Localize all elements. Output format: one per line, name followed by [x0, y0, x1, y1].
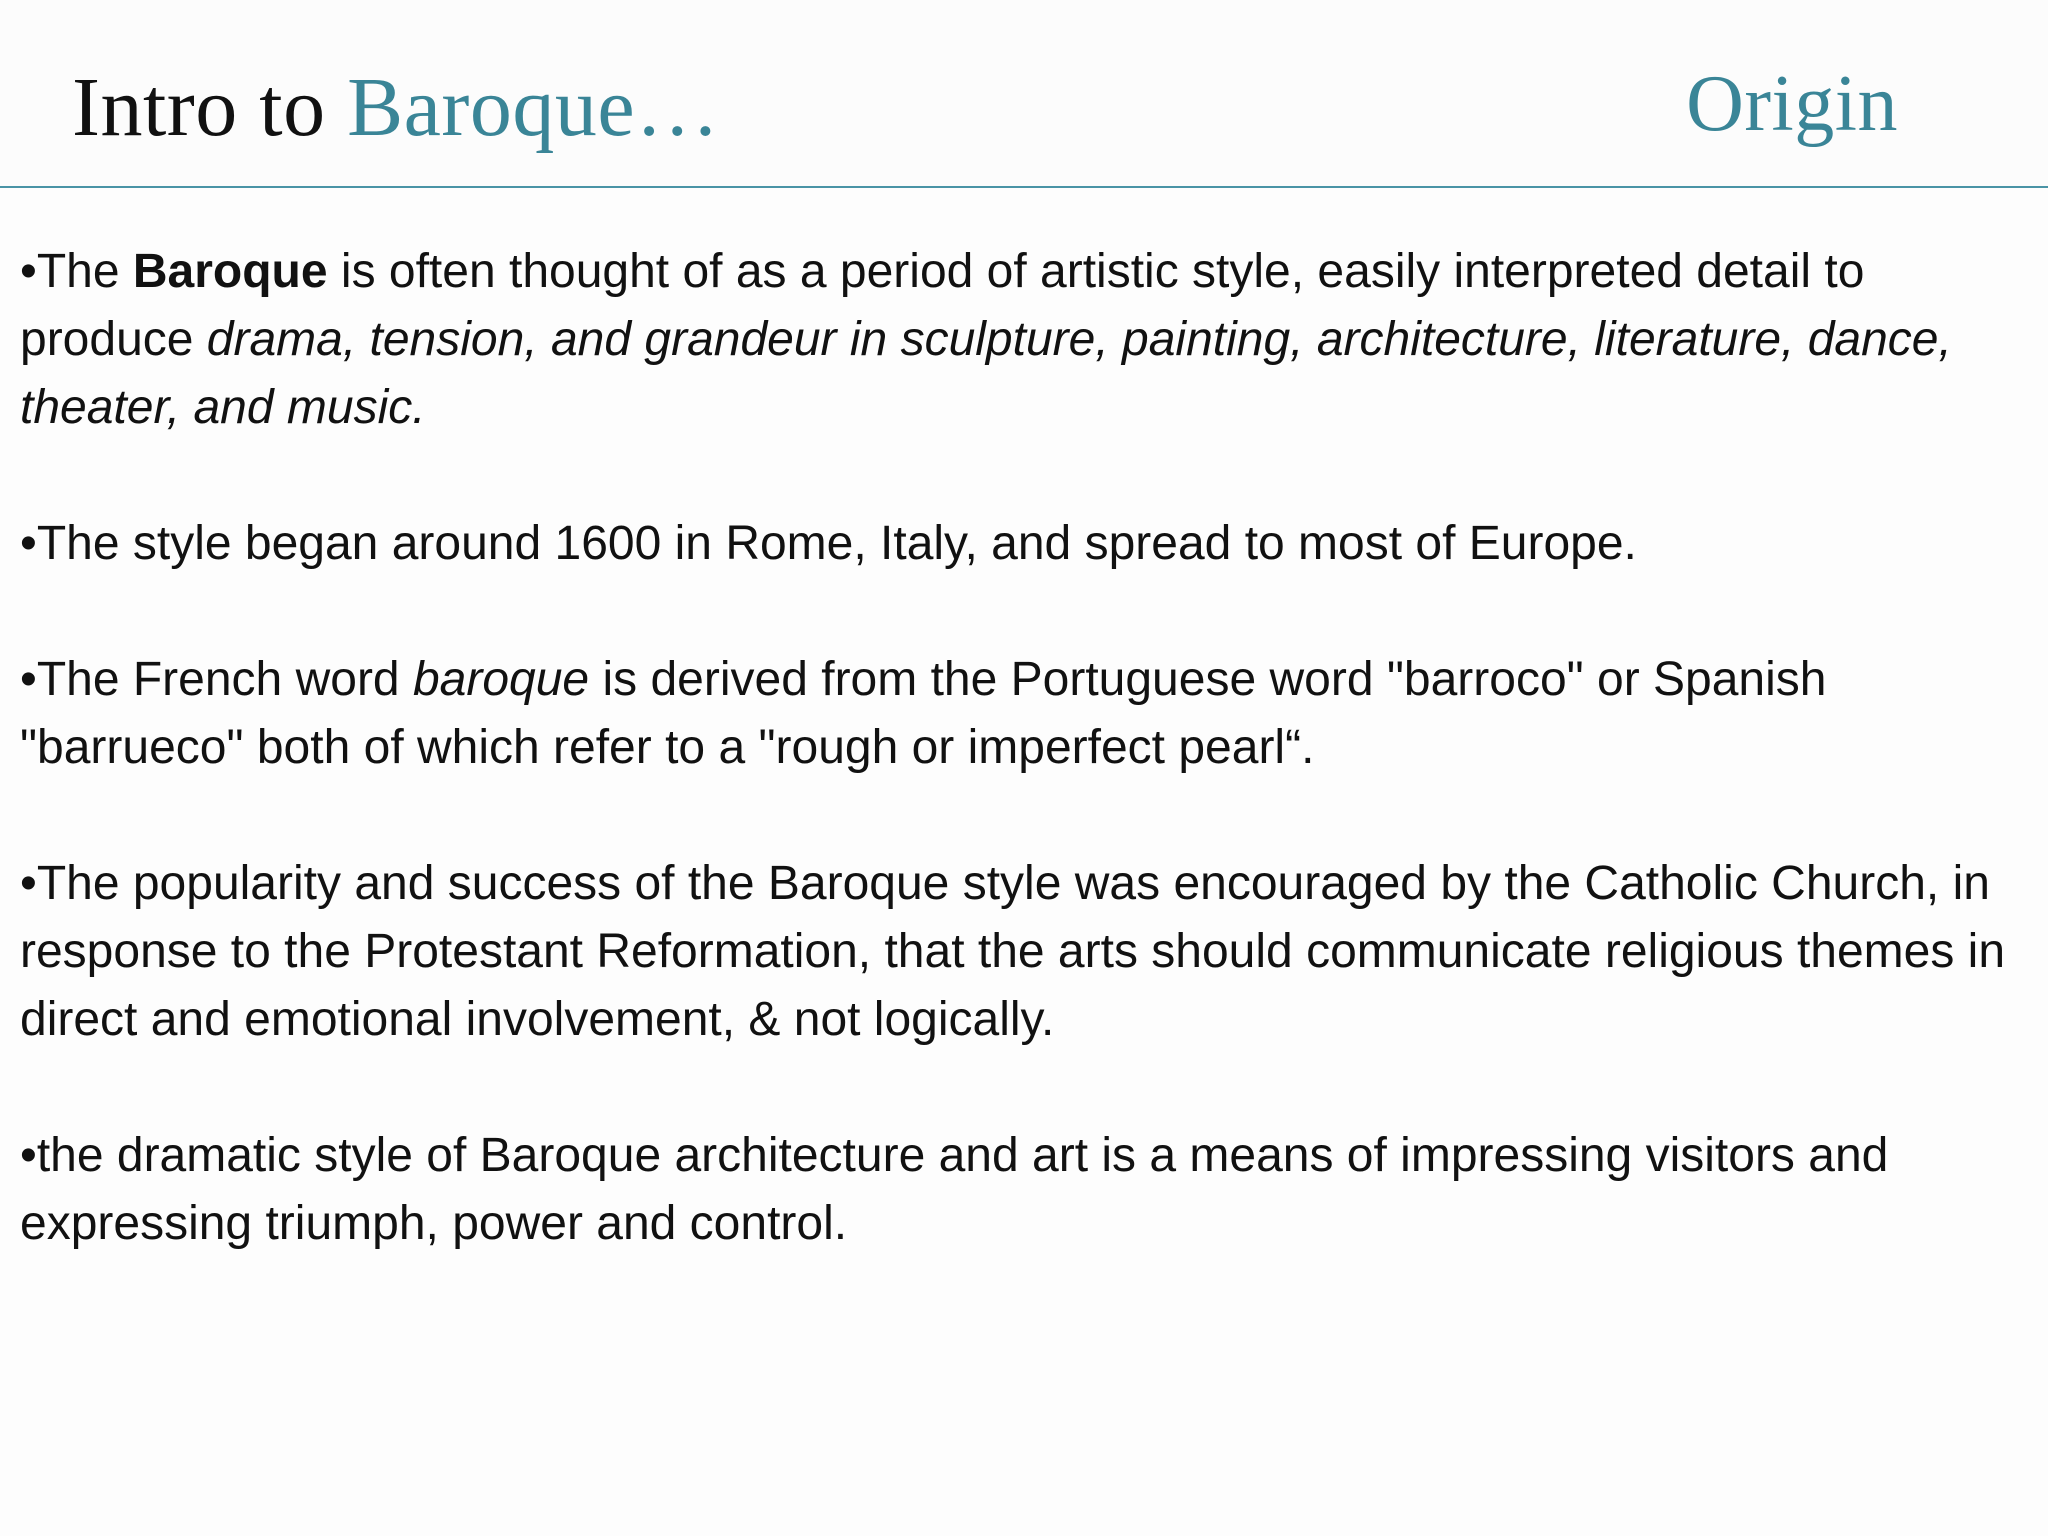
bullet-icon: • [20, 245, 37, 298]
slide-title [72, 48, 720, 168]
slide-body [20, 238, 2020, 1258]
italic-phrase: drama, tension, and grandeur in sculpture, painting, architecture, literature, dance, theater, and music. [20, 313, 1952, 434]
bullet-paragraph-5 [20, 1122, 2020, 1258]
bullet-icon: • [20, 517, 37, 570]
bullet-icon: • [20, 653, 37, 706]
header-divider [0, 186, 2048, 188]
bullet-icon: • [20, 857, 37, 910]
bullet-paragraph-4 [20, 850, 2020, 1054]
bold-term: Baroque [132, 245, 328, 298]
title-main-text: Intro to [72, 61, 348, 154]
paragraph-text: The French word [36, 653, 413, 706]
section-label: Origin [1686, 60, 1898, 148]
paragraph-text: the dramatic style of Baroque architecture and art is a means of impressing visitors and expressing triumph, power and control. [20, 1129, 1889, 1250]
paragraph-text: The style began around 1600 in Rome, Italy, and spread to most of Europe. [36, 517, 1637, 570]
bullet-paragraph-1 [20, 238, 2020, 442]
bullet-paragraph-2 [20, 510, 2020, 578]
slide-header [0, 0, 2048, 186]
paragraph-text: The popularity and success of the Baroque style was encouraged by the Catholic Church, in response to the Protestant Reformation, that the arts should communicate religious themes in direct and emotional involvement, & not logically. [20, 857, 2006, 1046]
bullet-paragraph-3 [20, 646, 2020, 782]
paragraph-text: The [36, 245, 133, 298]
italic-term: baroque [412, 653, 590, 706]
paragraph-text: is derived from the Portuguese word "barroco" or Spanish "barrueco" both of which refer to a "rough or imperfect pearl“. [20, 653, 1827, 774]
paragraph-text: is often thought of as a period of artistic style, easily interpreted detail to produce [20, 245, 1865, 366]
title-accent-text: Baroque… [347, 61, 720, 154]
bullet-icon: • [20, 1129, 37, 1182]
